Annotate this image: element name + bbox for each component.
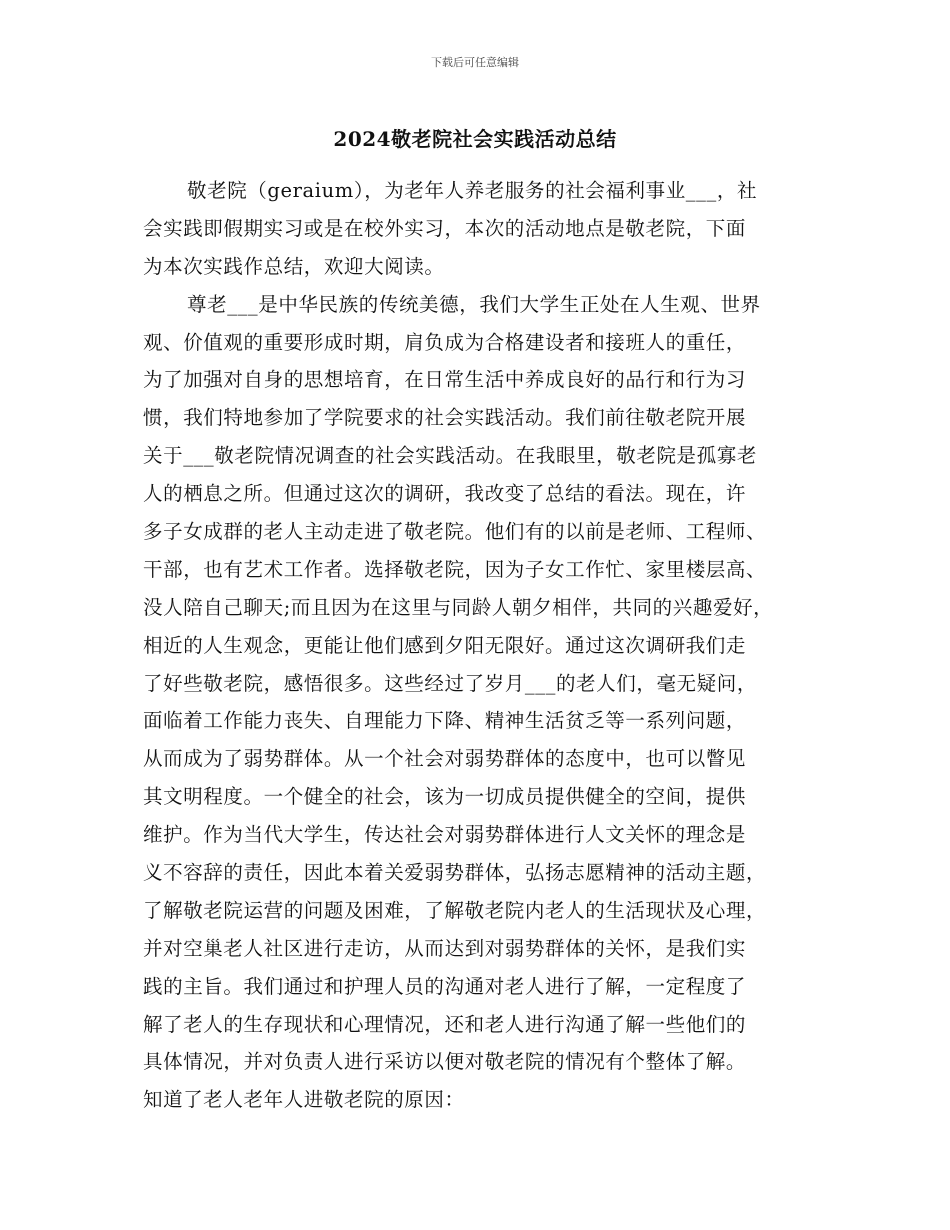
paragraph-intro [143,172,823,286]
paragraph-line: 会实践即假期实习或是在校外实习，本次的活动地点是敬老院，下面 [143,216,747,240]
paragraph-line: 关于___敬老院情况调查的社会实践活动。在我眼里，敬老院是孤寡老 [143,444,757,468]
paragraph-line: 知道了老人老年人进敬老院的原因： [143,1088,465,1112]
paragraph-line: 并对空巢老人社区进行走访，从而达到对弱势群体的关怀，是我们实 [143,936,747,960]
paragraph-line: 从而成为了弱势群体。从一个社会对弱势群体的态度中，也可以瞥见 [143,747,747,771]
paragraph-line: 多子女成群的老人主动走进了敬老院。他们有的以前是老师、工程师、 [143,520,767,544]
document-title: 2024敬老院社会实践活动总结 [333,127,617,151]
paragraph-line: 义不容辞的责任，因此本着关爱弱势群体，弘扬志愿精神的活动主题， [143,861,767,885]
paragraph-line: 观、价值观的重要形成时期，肩负成为合格建设者和接班人的重任， [143,330,747,354]
paragraph-line: 面临着工作能力丧失、自理能力下降、精神生活贫乏等一系列问题， [143,709,747,733]
paragraph-line: 践的主旨。我们通过和护理人员的沟通对老人进行了解，一定程度了 [143,974,747,998]
paragraph-line: 解了老人的生存现状和心理情况，还和老人进行沟通了解一些他们的 [143,1012,747,1036]
paragraph-line: 相近的人生观念，更能让他们感到夕阳无限好。通过这次调研我们走 [143,633,747,657]
paragraph-line: 为本次实践作总结，欢迎大阅读。 [143,254,445,278]
paragraph-line: 尊老___是中华民族的传统美德，我们大学生正处在人生观、世界 [187,292,761,316]
paragraph-line: 干部，也有艺术工作者。选择敬老院，因为子女工作忙、家里楼层高、 [143,557,767,581]
page-header-note: 下载后可任意编辑 [431,56,519,69]
paragraph-line: 为了加强对自身的思想培育，在日常生活中养成良好的品行和行为习 [143,368,747,392]
document-body [143,172,823,1119]
paragraph-line: 敬老院（geraium），为老年人养老服务的社会福利事业___，社 [187,179,758,202]
paragraph-main [143,286,823,1120]
paragraph-line: 具体情况，并对负责人进行采访以便对敬老院的情况有个整体了解。 [143,1050,747,1074]
paragraph-line: 了解敬老院运营的问题及困难，了解敬老院内老人的生活现状及心理， [143,898,767,922]
paragraph-line: 惯，我们特地参加了学院要求的社会实践活动。我们前往敬老院开展 [143,406,747,430]
paragraph-line: 其文明程度。一个健全的社会，该为一切成员提供健全的空间，提供 [143,785,747,809]
paragraph-line: 没人陪自己聊天;而且因为在这里与同龄人朝夕相伴，共同的兴趣爱好， [143,595,774,619]
paragraph-line: 人的栖息之所。但通过这次的调研，我改变了总结的看法。现在，许 [143,482,747,506]
paragraph-line: 了好些敬老院，感悟很多。这些经过了岁月___的老人们，毫无疑问， [143,671,757,695]
paragraph-line: 维护。作为当代大学生，传达社会对弱势群体进行人文关怀的理念是 [143,823,747,847]
